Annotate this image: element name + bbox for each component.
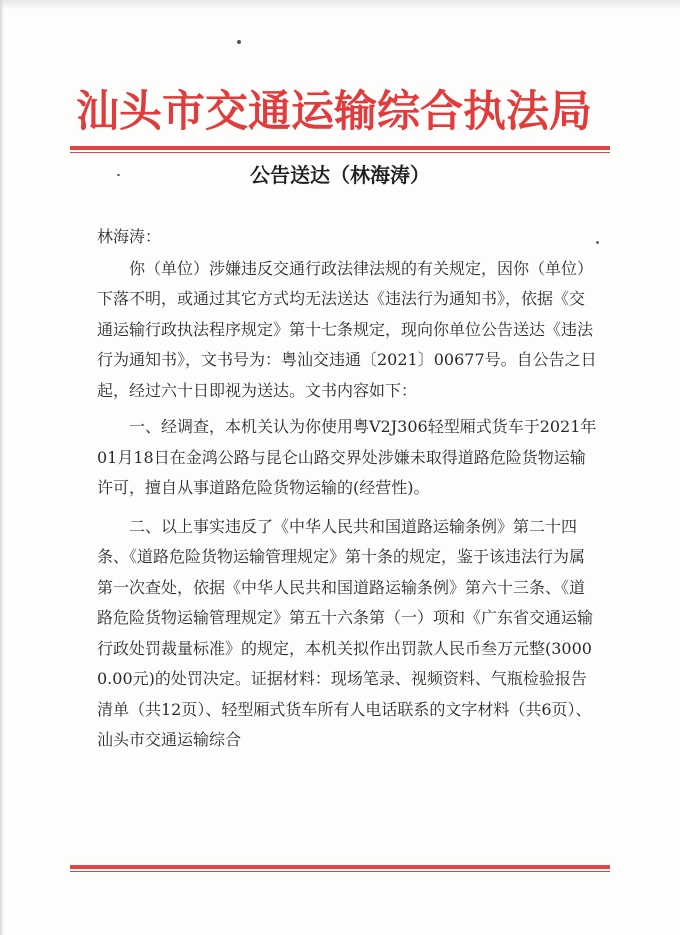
page-left-edge xyxy=(0,0,4,935)
notice-paragraph: 你（单位）涉嫌违反交通行政法律法规的有关规定，因你（单位）下落不明，或通过其它方式均无法送达《违法行为通知书》，依据《交通运输行政执法程序规定》第十七条规定，现向你单位公告送达《违法行为通知书》，文书号为：粤汕交违通〔2021〕00677号。自公告之日起，经过六十日即视为送达。文书内容如下： xyxy=(97,258,597,400)
footer-rule-thick xyxy=(70,865,610,869)
agency-letterhead-title: 汕头市交通运输综合执法局 xyxy=(76,87,592,137)
letterhead-rule-thick xyxy=(70,146,610,150)
addressee-salutation: 林海涛： xyxy=(97,227,162,246)
notice-subtitle: 公告送达（林海涛） xyxy=(250,163,430,187)
page-top-shadow xyxy=(0,0,680,10)
notice-body xyxy=(97,222,597,756)
notice-paragraph: 一、经调查，本机关认为你使用粤V2J306轻型厢式货车于2021年01月18日在金鸿公路与昆仑山路交界处涉嫌未取得道路危险货物运输许可，擅自从事道路危险货物运输的(经营性)。 xyxy=(97,417,597,497)
ink-speck xyxy=(237,40,241,44)
letterhead-rule-thin xyxy=(70,152,610,153)
footer-rule-thin xyxy=(70,871,610,872)
notice-paragraph: 二、以上事实违反了《中华人民共和国道路运输条例》第二十四条、《道路危险货物运输管理规定》第十条的规定，鉴于该违法行为属第一次查处，依据《中华人民共和国道路运输条例》第六十三条、《道路危险货物运输管理规定》第五十六条第（一）项和《广东省交通运输行政处罚裁量标准》的规定，本机关拟作出罚款人民币叁万元整(30000.00元)的处罚决定。证据材料：现场笔录、视频资料、气瓶检验报告清单（共12页）、轻型厢式货车所有人电话联系的文字材料（共6页）、汕头市交通运输综合 xyxy=(97,516,594,749)
ink-speck xyxy=(117,174,120,176)
